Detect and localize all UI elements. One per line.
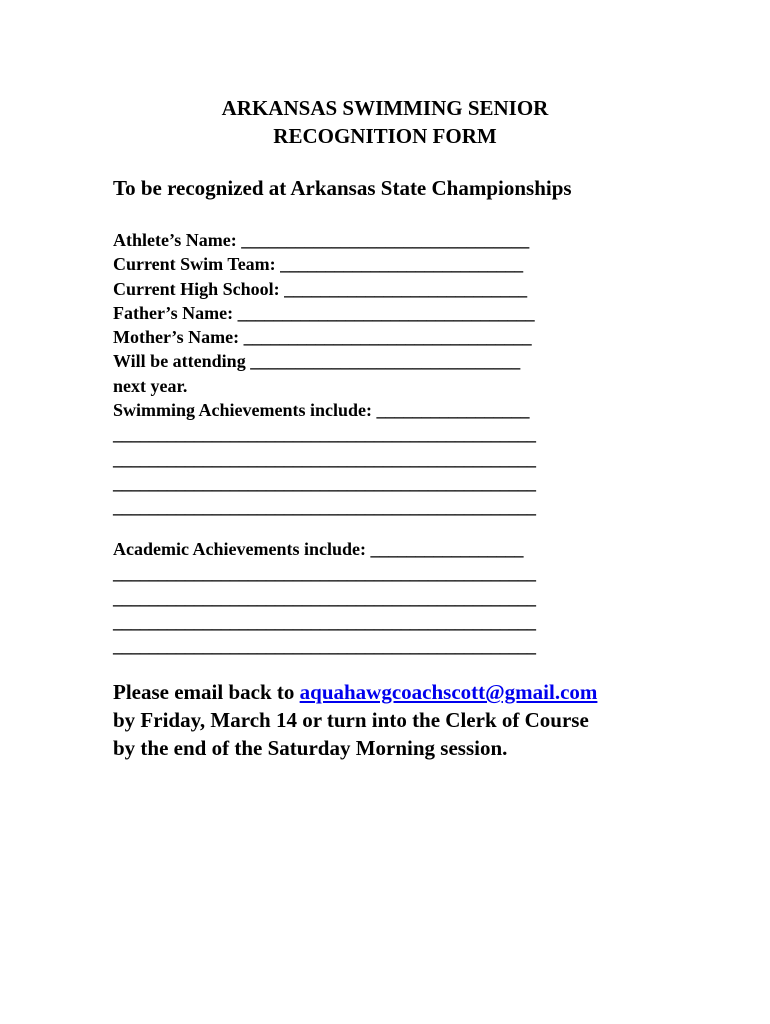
academic-achievements-field[interactable]: Academic Achievements include: _________________ bbox=[113, 539, 524, 559]
academic-blank-line[interactable]: _______________________________________________ bbox=[113, 587, 536, 608]
academic-blank-line[interactable]: _______________________________________________ bbox=[113, 611, 536, 632]
athlete-info-section bbox=[113, 228, 673, 520]
form-title-line-2: RECOGNITION FORM bbox=[273, 124, 497, 148]
swim-team-field[interactable]: Current Swim Team: ___________________________ bbox=[113, 254, 524, 275]
academic-blank-line[interactable]: _______________________________________________ bbox=[113, 563, 536, 584]
attending-field[interactable]: Will be attending ______________________________ bbox=[113, 351, 521, 372]
form-title-line-1: ARKANSAS SWIMMING SENIOR bbox=[221, 96, 549, 120]
email-instruction-text: Please email back to bbox=[113, 680, 300, 704]
swimming-blank-line[interactable]: _______________________________________________ bbox=[113, 448, 536, 469]
swimming-achievements-field[interactable]: Swimming Achievements include: _________________ bbox=[113, 400, 530, 421]
high-school-field[interactable]: Current High School: ___________________________ bbox=[113, 278, 528, 299]
next-year-text: next year. bbox=[113, 375, 188, 396]
athlete-name-field[interactable]: Athlete’s Name: ________________________________ bbox=[113, 230, 530, 250]
mother-name-field[interactable]: Mother’s Name: ________________________________ bbox=[113, 327, 532, 348]
father-name-field[interactable]: Father’s Name: _________________________________ bbox=[113, 302, 535, 323]
instructions-footer bbox=[113, 678, 713, 762]
swimming-blank-line[interactable]: _______________________________________________ bbox=[113, 424, 536, 445]
academic-blank-line[interactable]: _______________________________________________ bbox=[113, 636, 536, 657]
footer-line-1 bbox=[113, 678, 713, 706]
swimming-blank-line[interactable]: _______________________________________________ bbox=[113, 472, 536, 493]
email-link[interactable]: aquahawgcoachscott@gmail.com bbox=[299, 680, 598, 704]
academic-section bbox=[113, 537, 673, 658]
swimming-blank-line[interactable]: _______________________________________________ bbox=[113, 497, 536, 518]
form-subtitle: To be recognized at Arkansas State Championships bbox=[113, 176, 572, 200]
footer-line-3: by the end of the Saturday Morning session. bbox=[113, 736, 508, 760]
footer-line-2: by Friday, March 14 or turn into the Clerk of Course bbox=[113, 708, 589, 732]
